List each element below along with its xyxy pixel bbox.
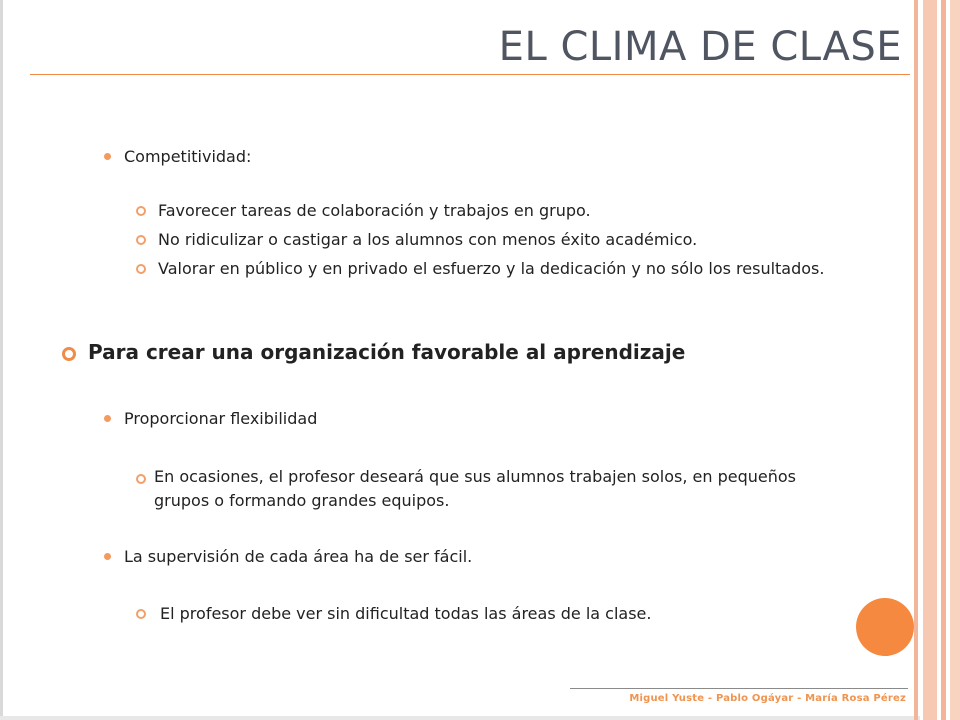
bullet-ring-icon: [136, 474, 146, 484]
decorative-orange-circle: [856, 598, 914, 656]
list-item: Favorecer tareas de colaboración y trabajos en grupo.: [158, 201, 591, 220]
stripe: [950, 0, 960, 720]
bullet-dot-icon: [104, 553, 111, 560]
bullet-ring-icon: [136, 609, 146, 619]
footer-authors: Miguel Yuste - Pablo Ogáyar - María Rosa Pérez: [629, 693, 906, 704]
list-item: El profesor debe ver sin dificultad todas las áreas de la clase.: [160, 604, 652, 623]
bullet-flexibilidad: Proporcionar flexibilidad: [124, 409, 318, 428]
stripe: [941, 0, 946, 720]
bullet-supervision: La supervisión de cada área ha de ser fácil.: [124, 547, 473, 566]
bullet-dot-icon: [104, 415, 111, 422]
list-item: Valorar en público y en privado el esfuerzo y la dedicación y no sólo los resultados.: [158, 259, 825, 278]
bullet-ring-large-icon: [62, 347, 76, 361]
list-item: En ocasiones, el profesor deseará que sus alumnos trabajen solos, en pequeños grupos o formando grandes equipos.: [154, 467, 796, 510]
decorative-side-stripes: [914, 0, 960, 720]
bullet-ring-icon: [136, 264, 146, 274]
bottom-frame-edge: [0, 716, 920, 720]
footer-rule: [570, 688, 908, 689]
stripe: [914, 0, 918, 720]
stripe: [923, 0, 937, 720]
bullet-dot-icon: [104, 153, 111, 160]
slide-title: EL CLIMA DE CLASE: [498, 24, 902, 70]
bullet-ring-icon: [136, 206, 146, 216]
section-heading: Para crear una organización favorable al aprendizaje: [88, 340, 686, 364]
bullet-ring-icon: [136, 235, 146, 245]
list-item: No ridiculizar o castigar a los alumnos con menos éxito académico.: [158, 230, 698, 249]
bullet-competitividad: Competitividad:: [124, 147, 252, 166]
